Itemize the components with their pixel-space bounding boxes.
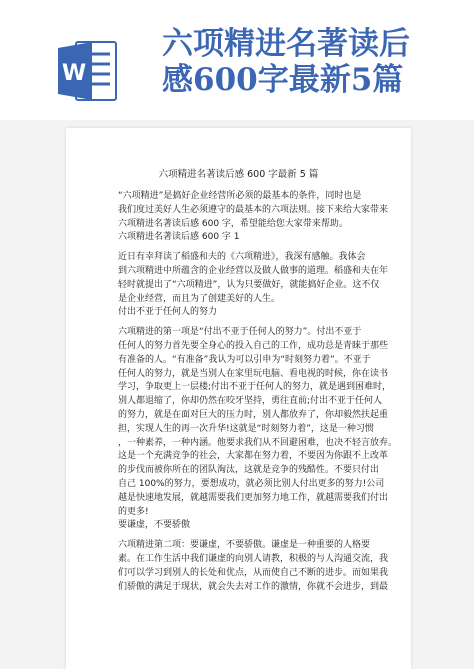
word-document-icon [58, 40, 118, 102]
text-line: 六项精进名著读后感 600 字 1 [118, 232, 240, 243]
text-line: ，一种素养，一种内涵。他要求我们从不回避困难，也决不轻言放弃。 [118, 437, 398, 448]
text-line: 到六项精进中所蕴含的企业经营以及做人做事的道理。稻盛和夫在年 [118, 265, 389, 276]
text-line: 别人都退缩了，你却仍然在咬牙坚持，勇往直前;付出不亚于任何人 [118, 396, 383, 407]
title-line-2: 感600字最新5篇 [162, 62, 404, 98]
text-line: “六项精进”是搞好企业经营所必须的最基本的条件，同时也是 [118, 191, 362, 201]
text-line: 的更多! [118, 506, 149, 517]
text-line: 轻时就提出了“六项精进”，认为只要做好，就能搞好企业。这不仅 [118, 279, 380, 290]
text-line: 六项精进第二项：要谦虚，不要骄傲。谦虚是一种重要的人格要 [118, 540, 371, 551]
text-line: 们可以学习到别人的长处和优点，从而使自己不断的进步。而如果我 [118, 567, 389, 578]
text-line: 六项精进的第一项是“付出不亚于任何人的努力”。付出不亚于 [118, 327, 362, 338]
text-line: 自己 100%的努力，要想成功，就必须比别人付出更多的努力!公司 [118, 478, 385, 489]
text-line: 有准备的人。“有准备”我认为可以引申为“时刻努力着”。不亚于 [118, 354, 371, 365]
title-line-1: 六项精进名著读后 [162, 26, 410, 62]
text-line: 的努力，就是在面对巨大的压力时，别人都放弃了，你却毅然扶起重 [118, 409, 389, 420]
text-line: 担，实现人生的再一次升华!这就是“时刻努力着”，这是一种习惯 [118, 423, 374, 434]
text-line: 要谦虚，不要骄傲 [118, 520, 191, 531]
text-line: 是企业经营，而且为了创建美好的人生。 [118, 293, 281, 304]
document-body [118, 190, 398, 594]
document-title: 六项精进名著读后感 600 字最新 5 篇 [158, 169, 319, 180]
text-line: 任何人的努力，就是当别人在家里玩电脑、看电视的时候，你在读书 [118, 368, 389, 379]
text-line: 我们度过美好人生必须遵守的最基本的六项法则。接下来给大家带来 [118, 204, 389, 215]
text-line: 任何人的努力首先要全身心的投入自己的工作，成功总是青睐于那些 [118, 340, 389, 351]
text-line: 这是一个充满竞争的社会，大家都在努力着，不要因为你跟不上改革 [118, 451, 389, 462]
text-line: 六项精进名著读后感 600 字，希望能给您大家带来帮助。 [118, 218, 348, 229]
document-page [66, 128, 411, 669]
text-line: 们骄傲的满足于现状，就会失去对工作的激情，你就不会进步，到最 [118, 581, 389, 592]
text-line: 付出不亚于任何人的努力 [118, 307, 218, 318]
text-line: 越是快速地发展，就越需要我们更加努力地工作，就越需要我们付出 [118, 492, 389, 503]
page-title [162, 26, 462, 98]
text-line: 近日有幸拜读了稻盛和夫的《六项精进》，我深有感触。我体会 [118, 252, 366, 263]
text-line: 的步伐而被你所在的团队淘汰，这就是竞争的残酷性。不要只付出 [118, 465, 380, 476]
text-line: 素。在工作生活中我们谦虚的向别人请教，积极的与人沟通交流，我 [118, 553, 389, 564]
header [0, 0, 474, 120]
text-line: 学习，争取更上一层楼;付出不亚于任何人的努力，就是遇到困难时， [118, 382, 392, 393]
word-icon-letter: W [61, 61, 87, 86]
